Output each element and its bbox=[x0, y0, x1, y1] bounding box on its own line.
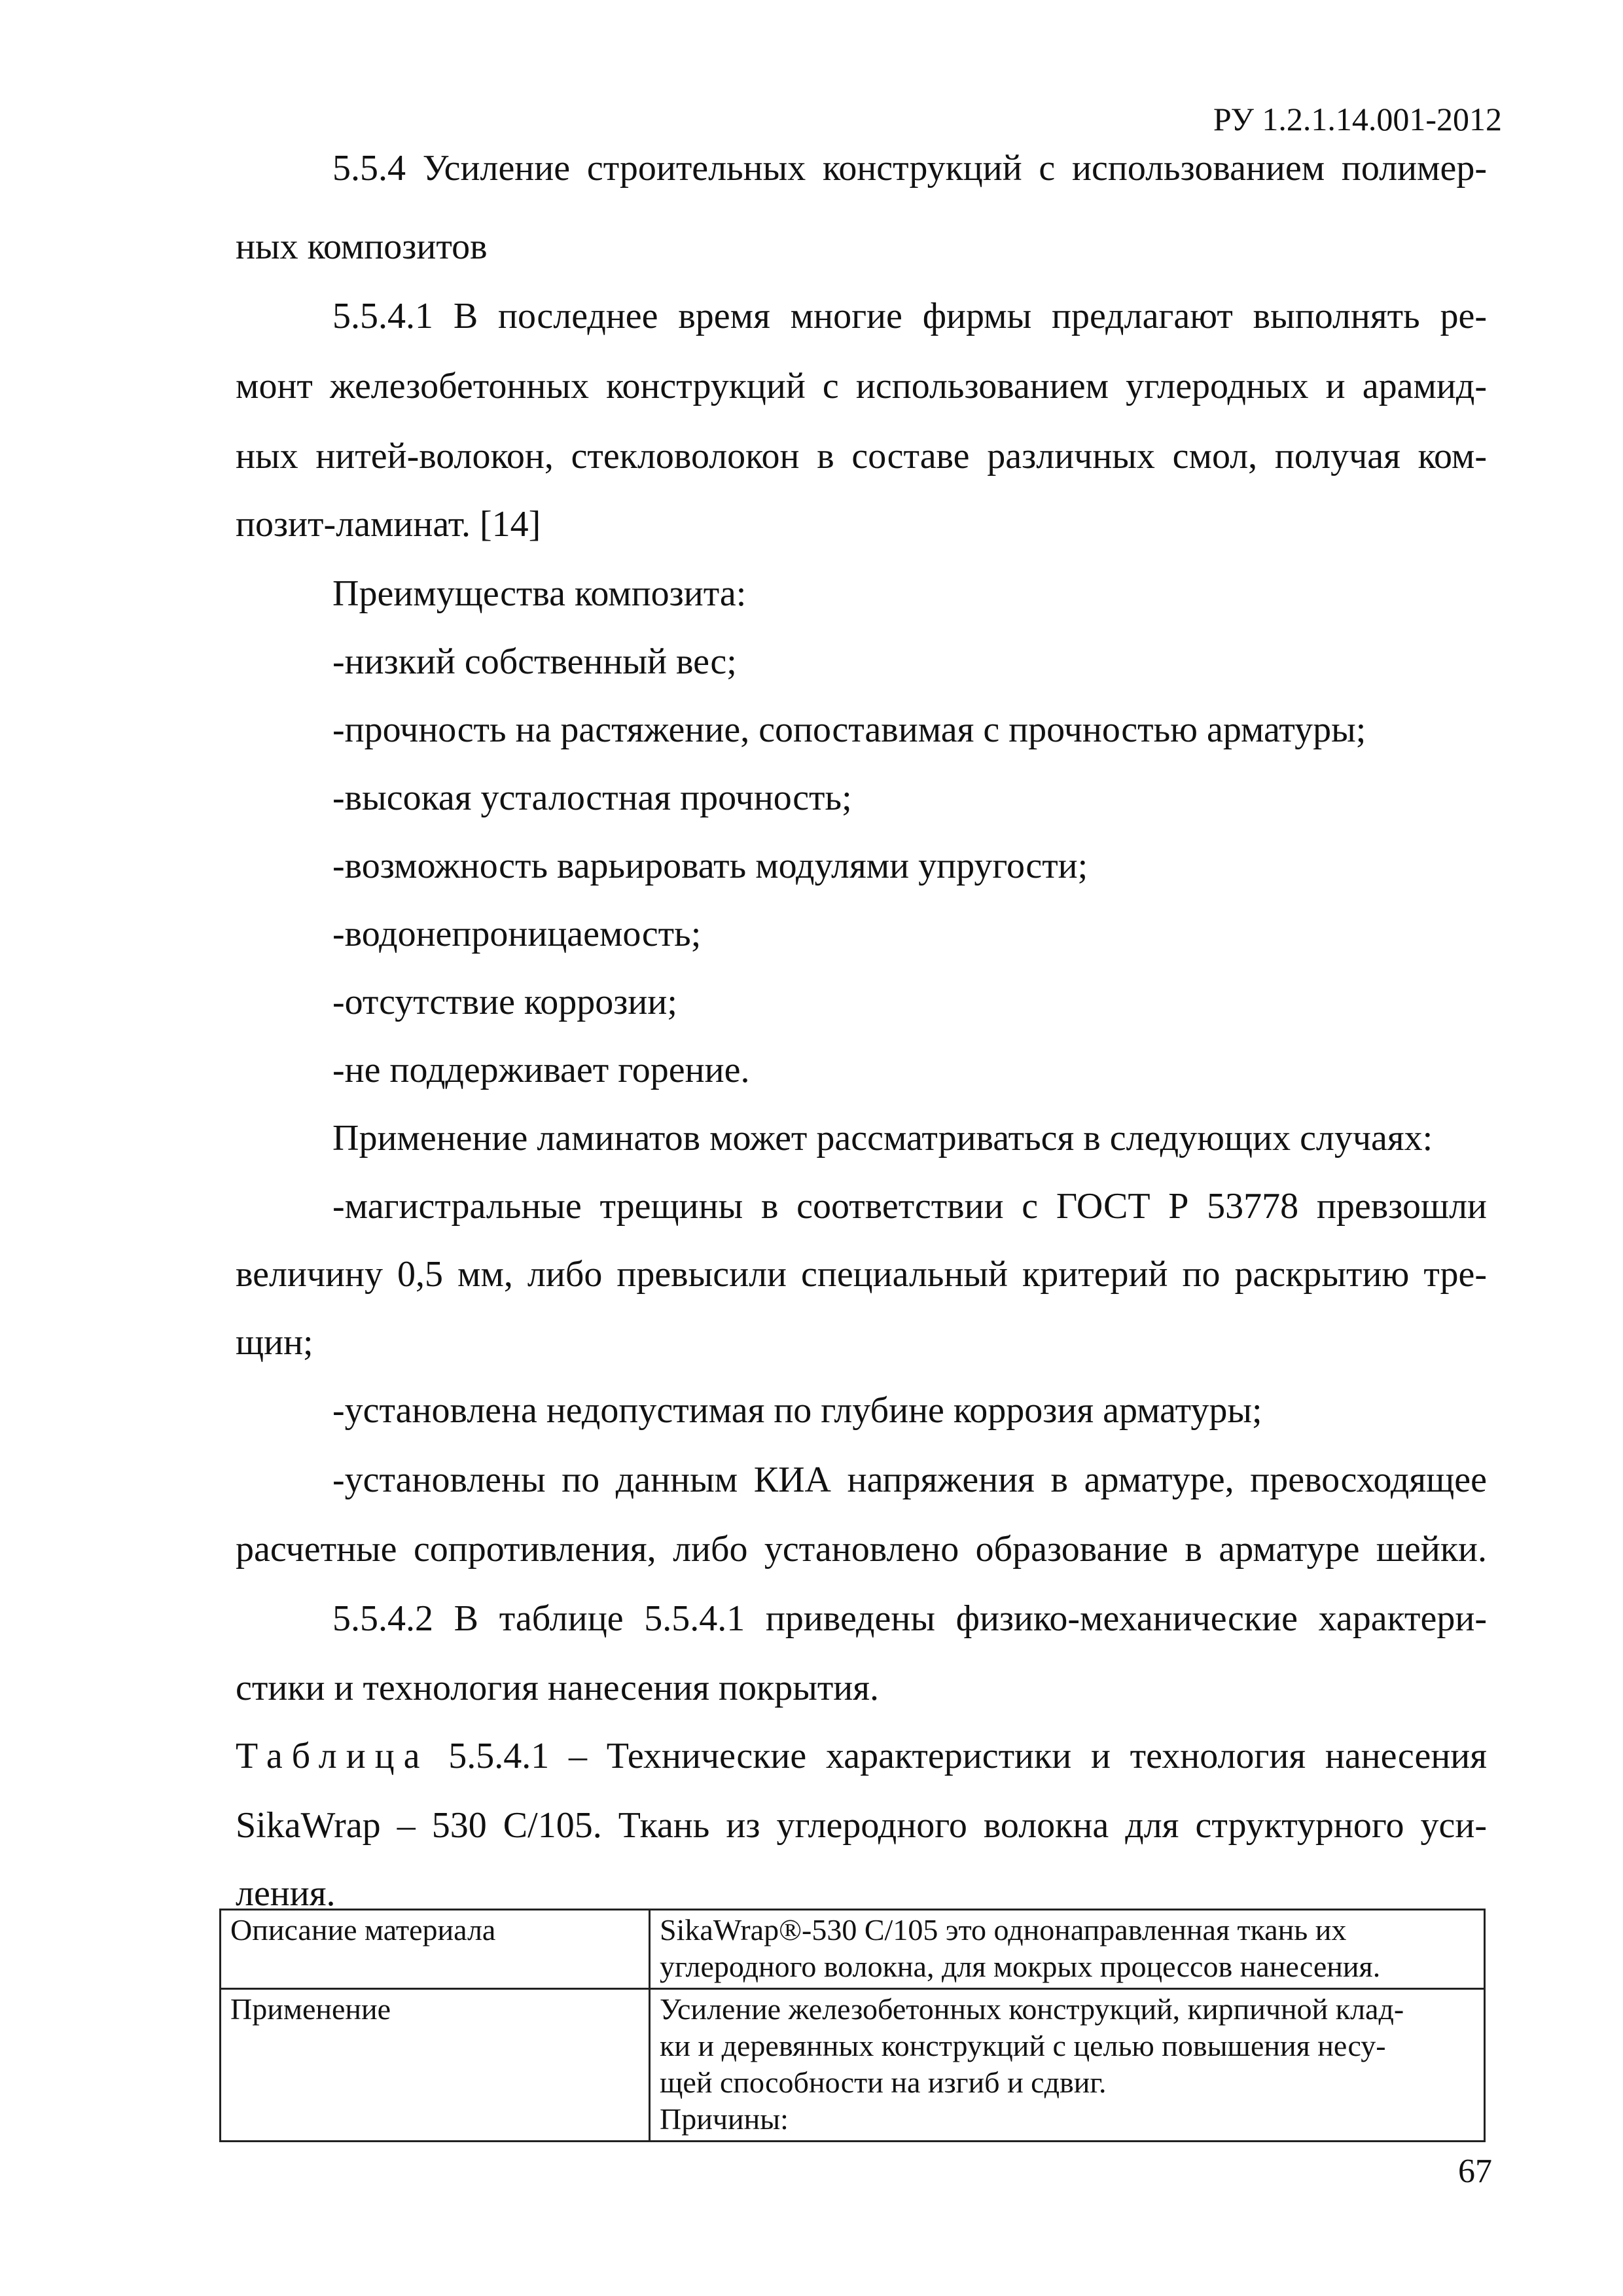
table-row bbox=[221, 1989, 1485, 2142]
section-title-line: ных композитов bbox=[236, 226, 488, 267]
table-cell-line: Усиление железобетонных конструкций, кирпичной клад- bbox=[660, 1992, 1404, 2026]
paragraph-line: позит-ламинат. [14] bbox=[236, 504, 541, 545]
table-caption-line bbox=[236, 1733, 1487, 1779]
table-caption-line: SikaWrap – 530 C/105. Ткань из углеродного волокна для структурного уси- bbox=[236, 1805, 1487, 1846]
page-number: 67 bbox=[1458, 2153, 1492, 2190]
paragraph-line: 5.5.4.2 В таблице 5.5.4.1 приведены физико-механические характери- bbox=[332, 1598, 1487, 1639]
list-item-line: -установлены по данным КИА напряжения в арматуре, превосходящее bbox=[332, 1460, 1487, 1500]
section-title-line: 5.5.4 Усиление строительных конструкций с использованием полимер- bbox=[332, 148, 1487, 188]
table-cell-line: SikaWrap®-530 C/105 это однонаправленная ткань их bbox=[660, 1913, 1347, 1946]
paragraph-line: стики и технология нанесения покрытия. bbox=[236, 1668, 880, 1708]
table-cell-line: углеродного волокна, для мокрых процессов нанесения. bbox=[660, 1950, 1381, 1983]
advantages-heading: Преимущества композита: bbox=[332, 573, 747, 614]
table-cell-label: Применение bbox=[221, 1989, 650, 2142]
table-cell-line: щей способности на изгиб и сдвиг. bbox=[660, 2066, 1107, 2099]
table-cell-value bbox=[650, 1989, 1485, 2142]
paragraph-line: ных нитей-волокон, стекловолокон в составе различных смол, получая ком- bbox=[236, 436, 1487, 476]
table-cell-label: Описание материала bbox=[221, 1910, 650, 1989]
list-item-line: расчетные сопротивления, либо установлено образование в арматуре шейки. bbox=[236, 1529, 1487, 1570]
list-item: -водонепроницаемость; bbox=[332, 914, 702, 954]
specifications-table bbox=[219, 1909, 1486, 2142]
list-item-line: щин; bbox=[236, 1322, 313, 1363]
list-item: -низкий собственный вес; bbox=[332, 641, 737, 682]
table-cell-line: Причины: bbox=[660, 2102, 789, 2136]
list-item: -прочность на растяжение, сопоставимая с прочностью арматуры; bbox=[332, 709, 1366, 750]
list-item: -отсутствие коррозии; bbox=[332, 982, 677, 1022]
list-item: -установлена недопустимая по глубине коррозия арматуры; bbox=[332, 1390, 1262, 1431]
applications-heading: Применение ламинатов может рассматриваться в следующих случаях: bbox=[332, 1118, 1433, 1158]
paragraph-line: монт железобетонных конструкций с использованием углеродных и арамид- bbox=[236, 366, 1487, 406]
table-cell-line: ки и деревянных конструкций с целью повышения несу- bbox=[660, 2029, 1386, 2062]
document-code: РУ 1.2.1.14.001-2012 bbox=[1213, 101, 1502, 137]
table-row bbox=[221, 1910, 1485, 1989]
list-item-line: -магистральные трещины в соответствии с ГОСТ Р 53778 превзошли bbox=[332, 1186, 1487, 1227]
table-caption-title: 5.5.4.1 – Технические характеристики и технология нанесения bbox=[448, 1736, 1488, 1776]
table-caption-label: Таблица bbox=[236, 1736, 429, 1776]
table-cell-value bbox=[650, 1910, 1485, 1989]
table-caption-line: ления. bbox=[236, 1873, 336, 1914]
list-item: -возможность варьировать модулями упругости; bbox=[332, 846, 1088, 886]
paragraph-line: 5.5.4.1 В последнее время многие фирмы предлагают выполнять ре- bbox=[332, 296, 1487, 336]
list-item: -не поддерживает горение. bbox=[332, 1050, 750, 1090]
list-item-line: величину 0,5 мм, либо превысили специальный критерий по раскрытию тре- bbox=[236, 1254, 1487, 1295]
list-item: -высокая усталостная прочность; bbox=[332, 778, 852, 818]
